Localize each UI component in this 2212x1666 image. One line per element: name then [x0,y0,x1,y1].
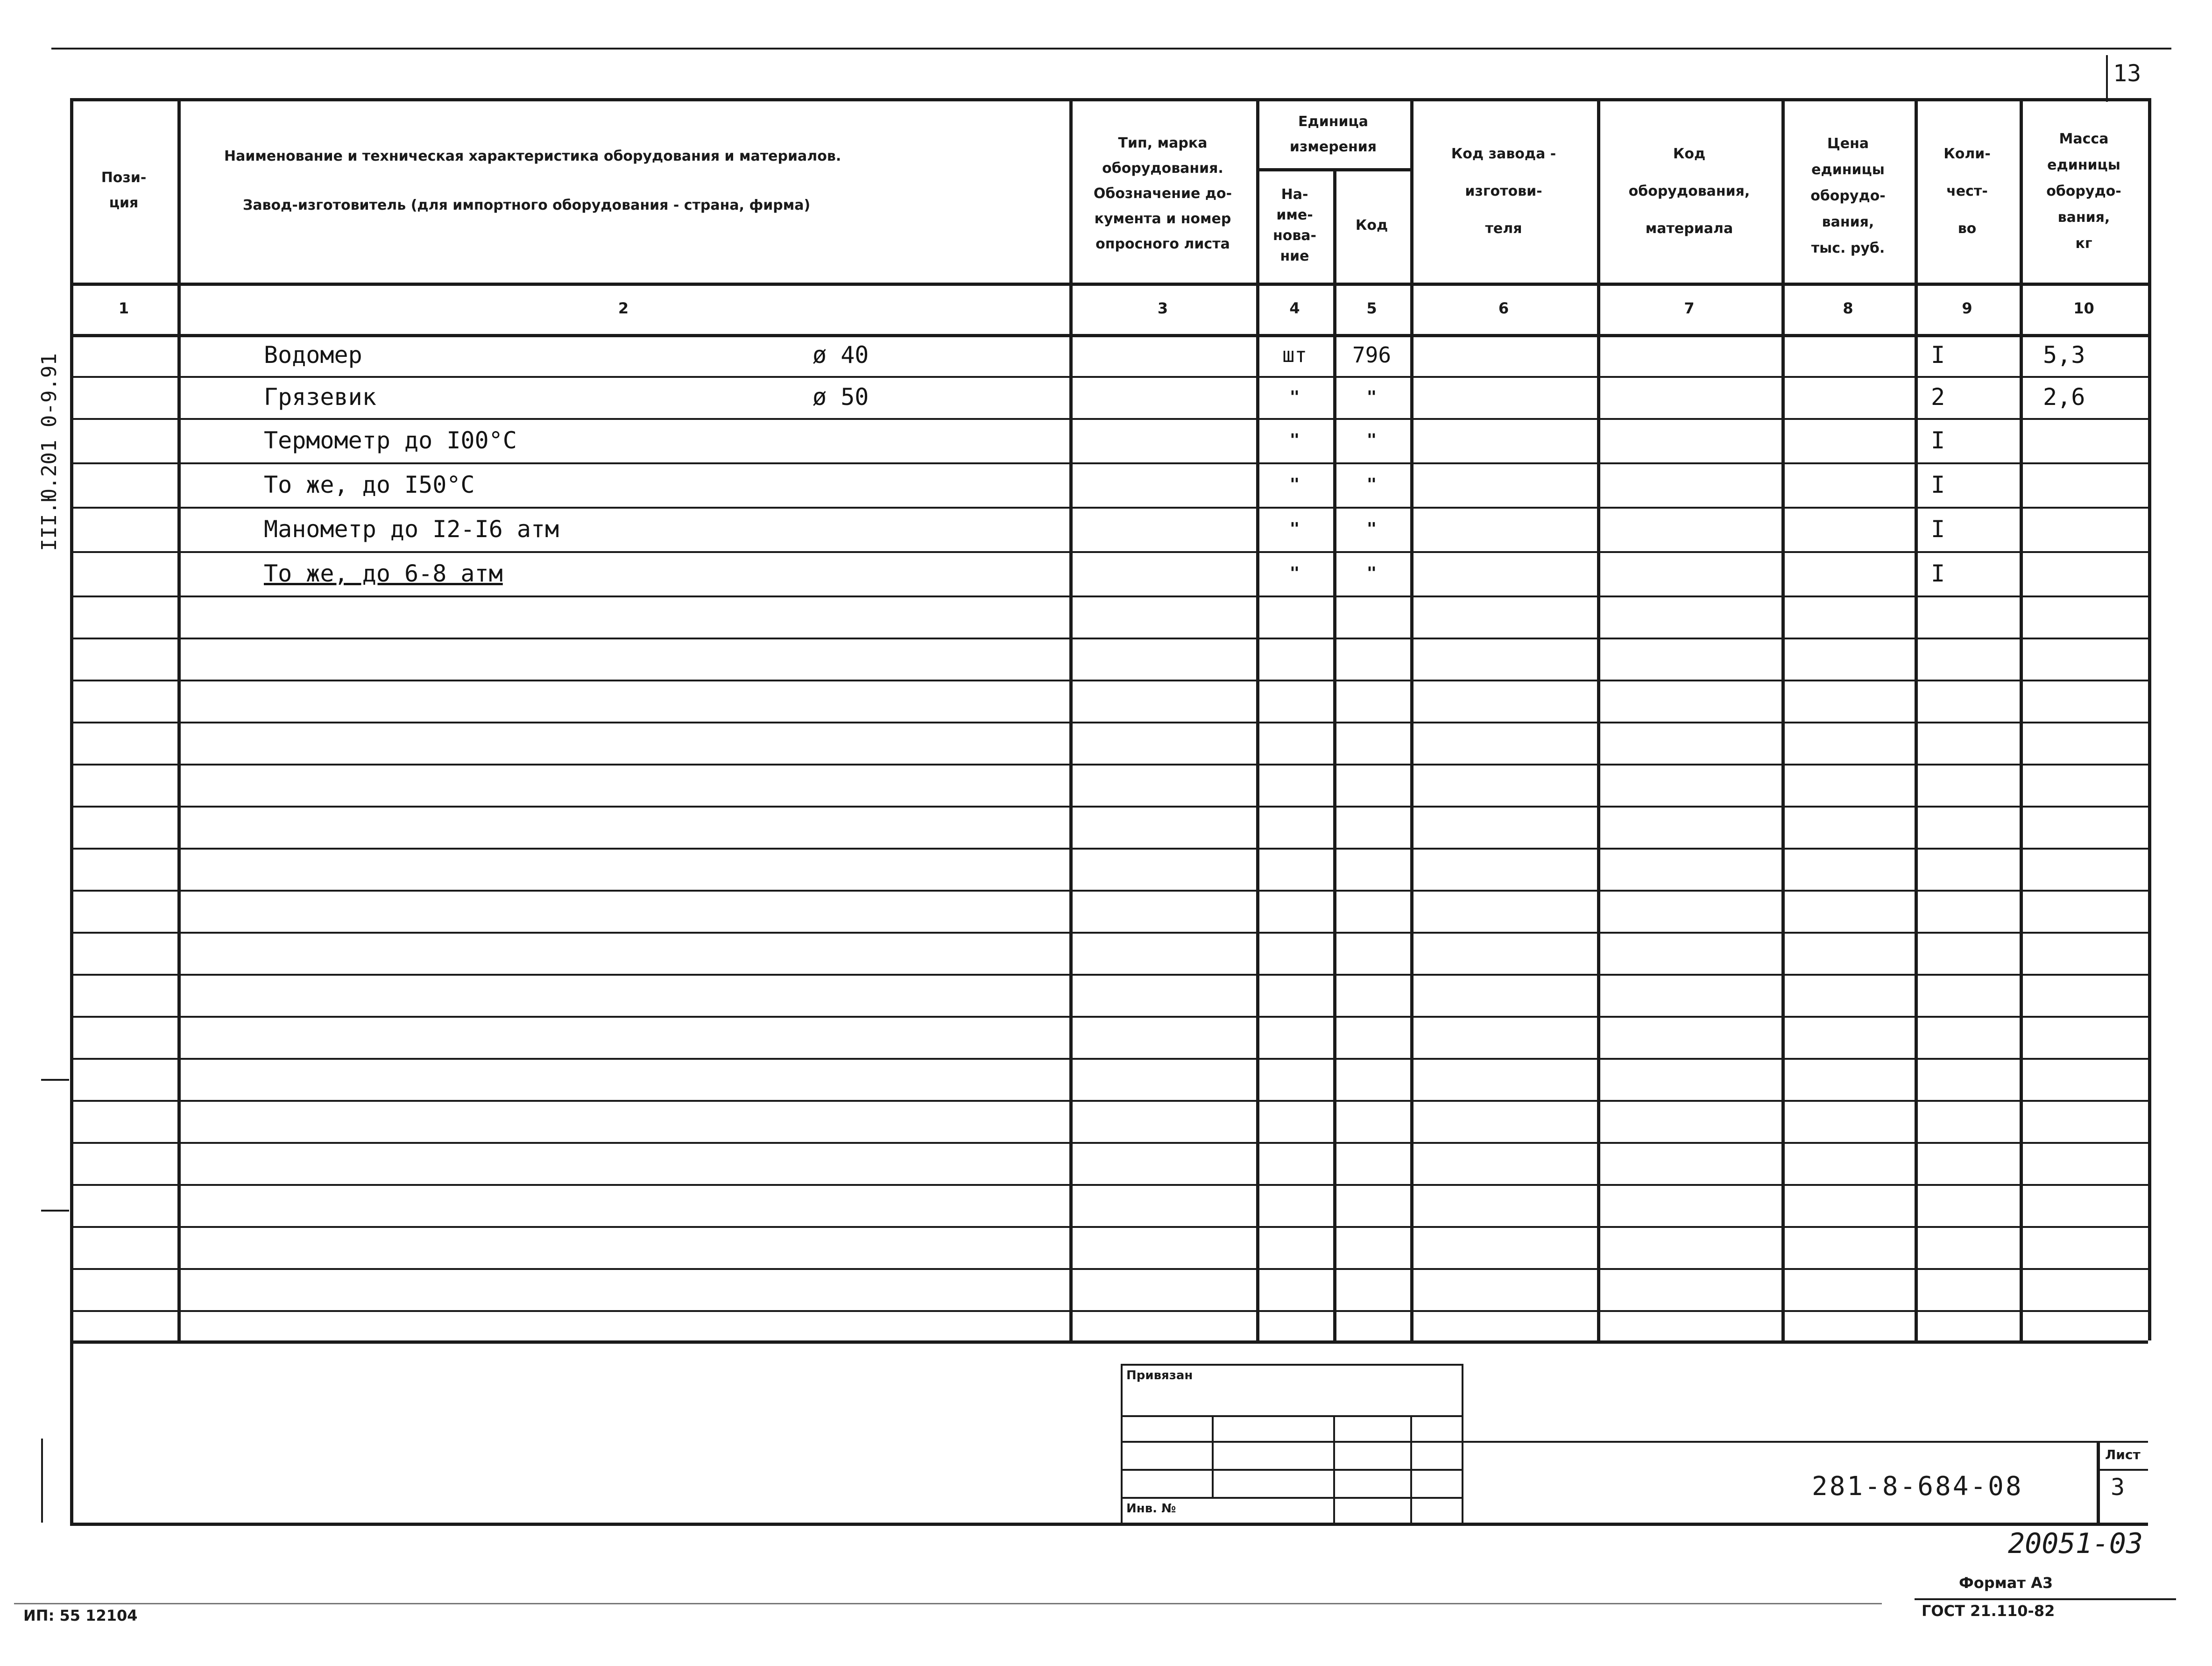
item-unit: " [1289,564,1300,583]
frame-right [2148,98,2151,1340]
inv-number-label: Инв. № [1126,1502,1176,1516]
item-name: Термометр до I00°С [264,426,517,454]
row-rule [70,806,2148,808]
col-number-10: 10 [2073,299,2094,317]
corner-sheet-number: 13 [2113,60,2141,87]
row-rule [70,1100,2148,1102]
row-rule [70,1226,2148,1228]
sheet-box-rule [2097,1469,2148,1471]
item-unit-code: 796 [1352,342,1392,368]
header-factory-code: Код завода - изготови- теля [1451,146,1556,237]
item-unit-code: " [1366,475,1377,494]
item-diameter: ø 50 [813,383,869,411]
header-quantity: Коли- чест- во [1943,146,1991,237]
item-quantity: I [1931,471,1945,498]
item-mass: 5,3 [2043,341,2085,369]
header-unit-name: На- име- нова- ние [1272,186,1317,264]
table-body-bottom [70,1340,2148,1344]
item-quantity: I [1931,341,1945,369]
item-name: Водомер [264,341,362,369]
row-rule [70,680,2148,681]
row-rule [70,848,2148,850]
sheet-number: 3 [2111,1474,2125,1501]
stamp-col-1 [1212,1415,1214,1497]
row-rule [70,722,2148,723]
row-rule [70,1016,2148,1018]
item-quantity: I [1931,560,1945,587]
col-number-1: 1 [118,299,129,317]
item-name: То же, до I50°С [264,471,475,498]
item-name: Грязевик [264,383,376,411]
row-rule [70,1310,2148,1312]
row-rule [70,1268,2148,1270]
header-price: Цена единицы оборудо- вания, тыс. руб. [1810,135,1886,256]
edge-mark-2 [41,1210,69,1212]
item-name: То же, до 6-8 атм [264,560,503,587]
item-name: Манометр до I2-I6 атм [264,515,559,543]
item-diameter: ø 40 [813,341,869,369]
edge-mark-3 [41,1439,43,1523]
row-rule [70,932,2148,934]
row-rule [70,1142,2148,1144]
stamp-left [1121,1364,1123,1523]
stamp-right [1462,1364,1463,1523]
item-unit-code: " [1366,387,1377,407]
header-position: Пози- ция [101,169,147,211]
col-number-5: 5 [1366,299,1377,317]
header-unit-group: Единица измерения [1289,113,1377,155]
row-rule [70,890,2148,892]
row-rule [70,596,2148,597]
frame-top [70,98,2148,101]
edge-mark-1 [41,1079,69,1081]
item-quantity: I [1931,515,1945,543]
stamp-rule-top [1121,1364,1462,1366]
privyazan-label: Привязан [1126,1368,1193,1382]
format-label: Формат А3 [1959,1574,2053,1592]
row-rule [70,1058,2148,1060]
col-number-3: 3 [1157,299,1168,317]
footer-rule-left [14,1603,1882,1604]
col-number-7: 7 [1684,299,1695,317]
item-unit-code: " [1366,431,1377,450]
top-rule [51,48,2171,50]
item-unit: " [1289,519,1300,539]
item-unit: " [1289,431,1300,450]
header-mass: Масса единицы оборудо- вания, кг [2046,131,2121,252]
row-rule [70,764,2148,766]
header-name-line1: Наименование и техническая характеристика оборудования и материалов. [224,148,841,164]
document-code: 281-8-684-08 [1812,1471,2023,1502]
stamp-col-2 [1333,1415,1335,1523]
stamp-col-3 [1410,1415,1412,1523]
frame-bottom [70,1523,2148,1526]
row-rule [70,638,2148,639]
item-unit-code: " [1366,564,1377,583]
item-unit: шт [1282,343,1307,367]
item-unit: " [1289,475,1300,494]
corner-divider [2106,55,2108,102]
sheet-label: Лист [2105,1447,2141,1462]
item-unit: " [1289,387,1300,407]
header-unit-code: Код [1355,217,1388,234]
col-number-9: 9 [1962,299,1972,317]
sheet-box-left [2097,1441,2100,1523]
doc-code-rule [1462,1441,2148,1443]
header-equipment-code: Код оборудования, материала [1628,146,1750,237]
side-stamp: ІІІ.Ю.201 0-9.91 [37,353,61,551]
header-type: Тип, марка оборудования. Обозначение до- кумента и номер опросного листа [1093,135,1232,252]
col-number-4: 4 [1289,299,1300,317]
col-number-2: 2 [618,299,629,317]
col-number-8: 8 [1843,299,1853,317]
header-name-line2: Завод-изготовитель (для импортного оборудования - страна, фирма) [243,197,811,213]
inventory-number: ИП: 55 12104 [23,1607,138,1624]
row-rule [70,974,2148,976]
footer-rule-right [1915,1598,2176,1600]
row-rule [70,1184,2148,1186]
item-mass: 2,6 [2043,383,2085,411]
item-quantity: I [1931,426,1945,454]
gost-label: ГОСТ 21.110-82 [1922,1602,2055,1620]
item-quantity: 2 [1931,383,1945,411]
col-number-6: 6 [1498,299,1509,317]
handwritten-number: 20051-03 [2008,1527,2143,1560]
item-unit-code: " [1366,519,1377,539]
